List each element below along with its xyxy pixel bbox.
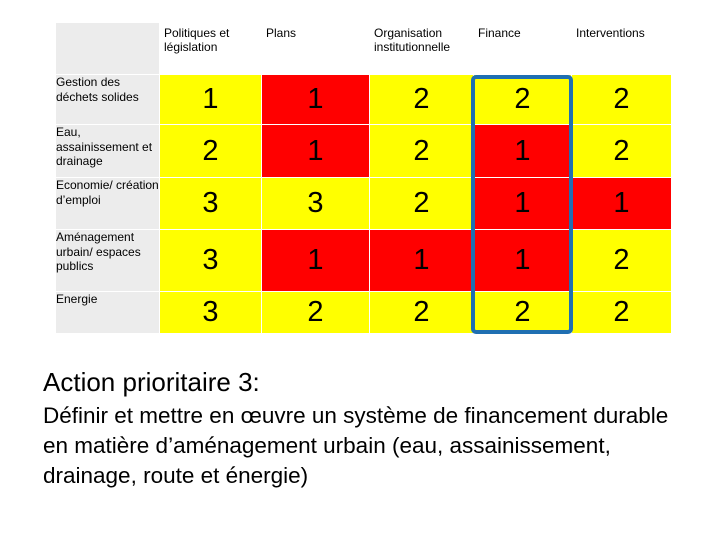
column-header-interventions: Interventions [572, 23, 672, 75]
table-row [56, 178, 672, 230]
table-row [56, 230, 672, 292]
table-row [56, 75, 672, 125]
corner-cell [56, 23, 160, 75]
score-cell: 1 [262, 75, 370, 125]
score-cell: 2 [370, 125, 474, 178]
action-title: Action prioritaire 3: [43, 367, 260, 397]
column-header-organisation: Organisation institutionnelle [370, 23, 474, 75]
score-cell: 1 [572, 178, 672, 230]
score-cell: 1 [262, 125, 370, 178]
score-cell: 1 [474, 125, 572, 178]
score-cell: 1 [474, 230, 572, 292]
score-cell: 2 [572, 75, 672, 125]
score-cell: 2 [370, 292, 474, 334]
score-cell: 3 [160, 230, 262, 292]
score-cell: 2 [572, 230, 672, 292]
score-cell: 1 [370, 230, 474, 292]
score-cell: 2 [160, 125, 262, 178]
score-cell: 1 [262, 230, 370, 292]
column-header-plans: Plans [262, 23, 370, 75]
score-cell: 3 [160, 178, 262, 230]
score-cell: 2 [474, 75, 572, 125]
score-cell: 2 [370, 75, 474, 125]
column-header-politiques: Politiques et législation [160, 23, 262, 75]
score-cell: 2 [474, 292, 572, 334]
score-cell: 2 [262, 292, 370, 334]
header-row [56, 23, 672, 75]
table-row [56, 125, 672, 178]
row-label: Aménagement urbain/ espaces publics [56, 230, 160, 292]
score-cell: 2 [572, 292, 672, 334]
score-cell: 2 [572, 125, 672, 178]
row-label: Gestion des déchets solides [56, 75, 160, 125]
priority-matrix [55, 22, 672, 334]
row-label: Energie [56, 292, 160, 334]
score-cell: 2 [370, 178, 474, 230]
table-row [56, 292, 672, 334]
score-cell: 3 [262, 178, 370, 230]
column-header-finance: Finance [474, 23, 572, 75]
row-label: Economie/ création d’emploi [56, 178, 160, 230]
score-cell: 1 [160, 75, 262, 125]
score-cell: 1 [474, 178, 572, 230]
action-description: Définir et mettre en œuvre un système de financement durable en matière d’aménagement urbain (eau, assainissement, drainage, route et énergie) [43, 403, 669, 488]
score-cell: 3 [160, 292, 262, 334]
row-label: Eau, assainissement et drainage [56, 125, 160, 178]
